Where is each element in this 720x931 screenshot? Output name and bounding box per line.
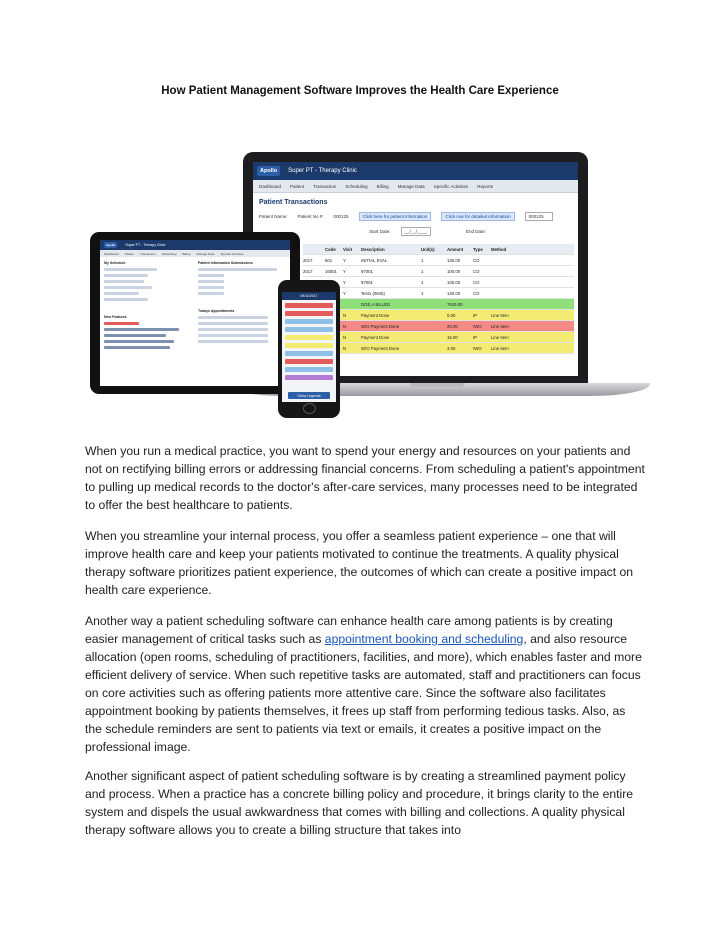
table-row (303, 277, 574, 288)
table-cell: 100.00 (447, 279, 461, 285)
app-header (253, 162, 578, 180)
tablet-nav (100, 250, 290, 257)
tablet-nav-item: Transaction (140, 251, 156, 256)
tablet-heading: My Schedule (104, 261, 126, 265)
column-header: Type (473, 246, 483, 252)
appointment-bar (285, 335, 333, 340)
placeholder-line (198, 268, 277, 271)
tablet-heading: Todays Appointments (198, 309, 235, 313)
table-cell: W/O Payment Done (361, 323, 400, 329)
table-cell: N (343, 323, 347, 329)
patient-name-label: Patient Name: (259, 214, 288, 219)
table-row (303, 299, 574, 310)
start-date-field: __/__/____ (401, 227, 432, 236)
search-field: 000125 (525, 212, 553, 221)
table-cell: Payment Done (361, 334, 390, 340)
patient-no-value: 000125 (333, 214, 349, 219)
table-cell: IP (473, 334, 478, 340)
placeholder-line (104, 274, 148, 277)
show-legends-button: Show Legends (288, 392, 330, 399)
placeholder-line (198, 322, 268, 325)
table-cell: 0.00 (447, 312, 456, 318)
patient-info-button: Click here for patient information (359, 212, 432, 221)
tablet-right-column (198, 261, 286, 352)
table-cell: CO (473, 268, 480, 274)
device-mockup-image (90, 152, 650, 432)
placeholder-line (104, 280, 144, 283)
phone-mockup (278, 280, 340, 418)
column-header: Amount (447, 246, 464, 252)
table-cell: 1 (421, 268, 424, 274)
table-cell: Payment Done (361, 312, 390, 318)
table-cell: Y (343, 279, 346, 285)
table-cell: Y (343, 257, 346, 263)
nav-item: Scheduling (345, 183, 368, 189)
tablet-nav-item: Patient (124, 251, 135, 256)
placeholder-line (198, 316, 268, 319)
document-title: How Patient Management Software Improves the Health Care Experience (161, 85, 559, 97)
table-cell: Y (343, 290, 346, 296)
table-row (303, 288, 574, 299)
transactions-table (303, 244, 574, 354)
table-cell: 7619.00 (447, 301, 463, 307)
placeholder-line (104, 340, 174, 343)
table-cell: CO (473, 279, 480, 285)
table-row (303, 255, 574, 266)
table-cell: Line Item (491, 323, 509, 329)
nav-item: Reports (477, 183, 493, 189)
appointment-bar (285, 359, 333, 364)
table-cell: 97001 (361, 268, 373, 274)
home-button (303, 403, 316, 414)
patient-no-label: Patient No #: (297, 214, 324, 219)
table-cell: Line Item (491, 312, 509, 318)
end-date-label: End Date: (466, 229, 487, 234)
placeholder-line (104, 286, 152, 289)
tablet-content (100, 257, 290, 356)
table-cell: 1 (421, 290, 424, 296)
placeholder-line (198, 286, 224, 289)
tablet-app-title: Super PT - Therapy Clinic (125, 243, 166, 247)
row-info-button: Click row for detailed information (441, 212, 514, 221)
table-row (303, 321, 574, 332)
placeholder-line (104, 334, 166, 337)
appointment-bar (285, 327, 333, 332)
laptop-notch (410, 383, 465, 387)
table-cell: IWO (473, 323, 482, 329)
table-row (303, 310, 574, 321)
start-date-label: Start Date: (369, 229, 391, 234)
table-cell: N (343, 345, 347, 351)
nav-item: Manage Data (397, 183, 425, 189)
nav-item: Transaction (313, 183, 337, 189)
paragraph: When you run a medical practice, you want to spend your energy and resources on your patients and not on rectifying billing errors or addressing financial concerns. From scheduling a patient's appointment to pulling up medical records to the doctor's after-care services, many processes need to be integrated to offer the best healthcare to patients. (85, 444, 645, 512)
page-title: Patient Transactions (259, 199, 328, 206)
appointment-bar (285, 375, 333, 380)
patient-info-bar (259, 212, 578, 221)
phone-date-header: 09/11/2017 (282, 292, 336, 300)
tablet-nav-item: Manage Data (196, 251, 215, 256)
table-header (303, 244, 574, 255)
table-cell: 2017 (303, 268, 313, 274)
table-row (303, 332, 574, 343)
table-cell: 97001 (361, 279, 373, 285)
table-cell: Y (343, 268, 346, 274)
appointment-bar (285, 351, 333, 356)
placeholder-line (198, 340, 268, 343)
table-cell: CO (473, 290, 480, 296)
tablet-nav-item: Dashboard (104, 251, 119, 256)
paragraph: When you streamline your internal process, you offer a seamless patient experience – one that will improve health care and keep your patients motivated to continue the treatments. A quality physical therapy software prioritizes patient experience, the outcomes of which can create a positive impact on health care experience. (85, 529, 634, 597)
appointment-bar (285, 343, 333, 348)
table-cell: N (343, 334, 347, 340)
tablet-nav-item: Scheduling (161, 251, 177, 256)
tablet-app-header (100, 240, 290, 250)
apollo-logo: Apollo (257, 166, 280, 176)
table-cell: 130.00 (447, 257, 461, 263)
placeholder-line (104, 346, 170, 349)
appointment-bar (285, 367, 333, 372)
table-cell: 140.00 (447, 290, 461, 296)
table-cell: N (343, 312, 347, 318)
appointment-bar (285, 319, 333, 324)
table-cell: 1 (421, 257, 424, 263)
appointment-bar (285, 303, 333, 308)
nav-item: Dashboard (259, 183, 282, 189)
placeholder-line (198, 280, 224, 283)
tablet-heading: Patient Information Submissions (198, 261, 253, 265)
column-header: Visit (343, 246, 352, 252)
table-cell: Line Item (491, 345, 509, 351)
tablet-heading: New Features (104, 315, 127, 319)
tablet-nav-item: Billing (182, 251, 191, 256)
placeholder-line (104, 322, 139, 325)
table-cell: 2017 (303, 257, 313, 263)
table-cell: Line Item (491, 334, 509, 340)
table-cell: 1 (421, 279, 424, 285)
app-nav (253, 180, 578, 193)
placeholder-line (198, 274, 224, 277)
tablet-nav-item: Specific Activities (220, 251, 244, 256)
table-cell: W/O Payment Done (361, 345, 400, 351)
nav-item: Patient (290, 183, 305, 189)
table-cell: Test1 (0845) (361, 290, 385, 296)
placeholder-line (198, 328, 268, 331)
paragraph (85, 612, 645, 756)
table-cell: 16001 (325, 268, 337, 274)
table-cell: 20.00 (447, 323, 458, 329)
appointment-bar (285, 311, 333, 316)
column-header: Method (491, 246, 507, 252)
tablet-left-column (104, 261, 192, 352)
column-header: Unit(s) (421, 246, 435, 252)
tablet-screen (100, 240, 290, 386)
table-cell: IWO (473, 345, 482, 351)
date-filter-bar (259, 227, 578, 236)
table-cell: 601 (325, 257, 333, 263)
appointment-booking-link[interactable]: appointment booking and scheduling (324, 632, 524, 646)
placeholder-line (198, 334, 268, 337)
table-cell: 3.00 (447, 345, 456, 351)
table-cell: DOE,A BILLED (361, 301, 391, 307)
placeholder-line (104, 298, 148, 301)
paragraph: Another significant aspect of patient scheduling software is by creating a streamlined payment policy and process. When a practice has a concrete billing policy and procedure, it brings clarity to the entire system and dispels the usual awkwardness that comes with billing and collections. A quality physical therapy software allows you to create a billing structure that takes into (85, 769, 634, 837)
table-cell: 100.00 (447, 268, 461, 274)
table-cell: IP (473, 312, 478, 318)
placeholder-line (198, 292, 224, 295)
nav-item: Billing (376, 183, 389, 189)
table-cell: INITIAL EVAL (361, 257, 388, 263)
tablet-mockup (90, 232, 300, 394)
column-header: Description (361, 246, 385, 252)
placeholder-line (104, 268, 157, 271)
table-cell: 15.00 (447, 334, 458, 340)
table-body (303, 255, 574, 354)
paragraph-text: , and also resource allocation (open rooms, scheduling of practitioners, facilities, and more), which enables faster and more efficient delivery of service. When such repetitive tasks are automated, staff and practitioners can focus on core activities such as offering patients more attentive care. Since the software also facilitates appointment booking by patients themselves, it frees up staff from performing tedious tasks. Also, as the schedule reminders are sent to patients via text or emails, it creates a positive impact on the professional image. (85, 632, 642, 754)
placeholder-line (104, 328, 179, 331)
tablet-apollo-logo: Apollo (106, 243, 116, 247)
placeholder-line (104, 292, 139, 295)
paragraph-text: Another way a patient scheduling software can enhance health care among patients is by creating easier management of critical tasks such as (85, 614, 613, 646)
table-row (303, 343, 574, 354)
nav-item: Specific Activities (433, 183, 469, 189)
table-cell: CO (473, 257, 480, 263)
table-row (303, 266, 574, 277)
app-title: Super PT - Therapy Clinic (288, 168, 357, 174)
column-header: Code (325, 246, 336, 252)
phone-screen (282, 292, 336, 402)
appointment-list (282, 303, 336, 380)
